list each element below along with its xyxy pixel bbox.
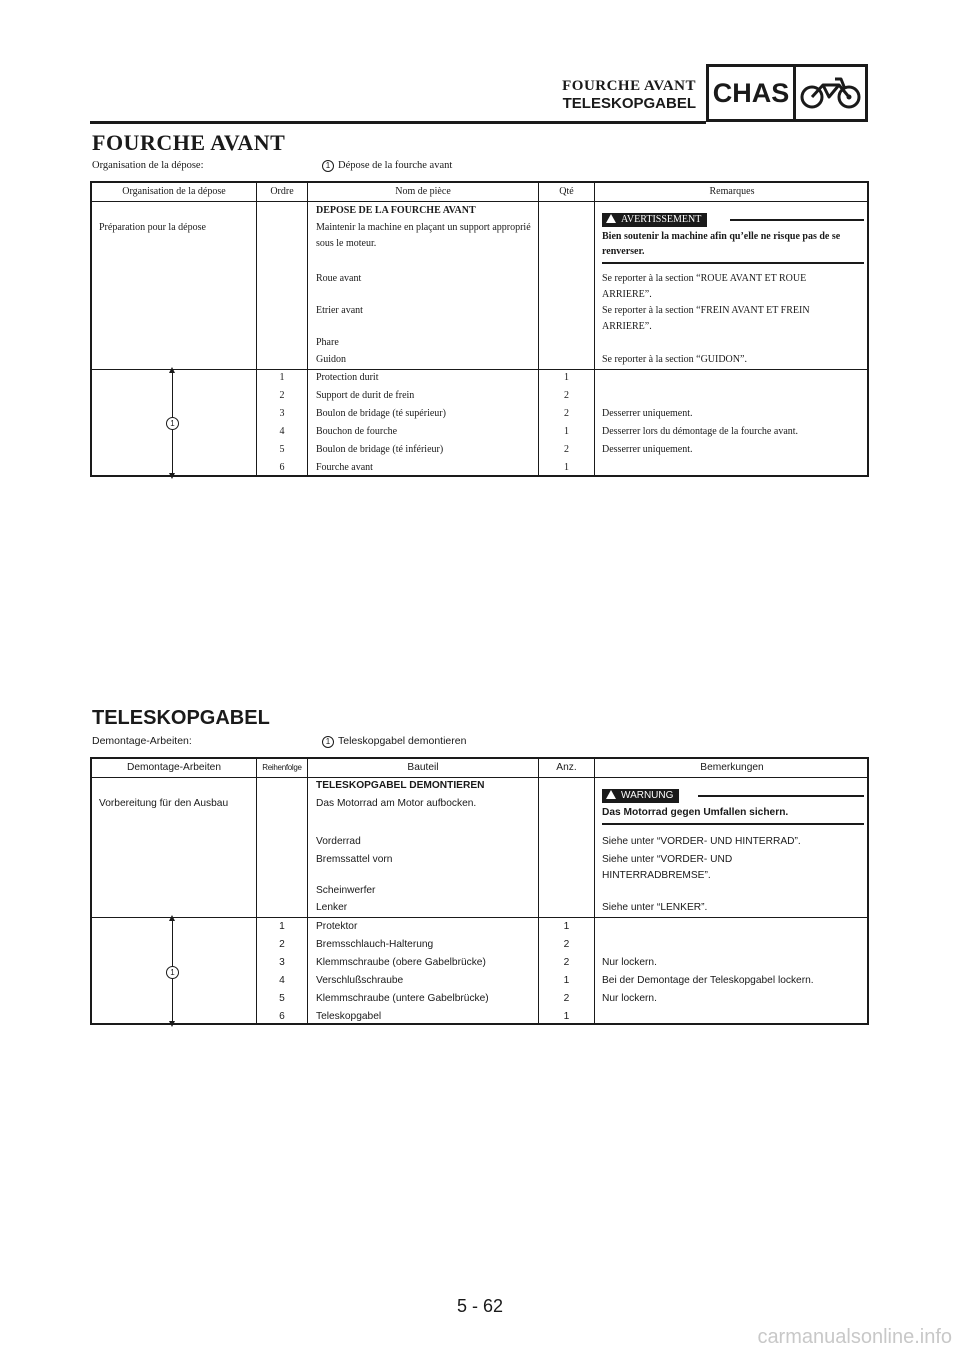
part-name: Verschlußschraube [316,975,404,986]
prep-label: Préparation pour la dépose [99,222,206,233]
parts-table-fr [90,181,869,477]
part-qty: 1 [563,1011,570,1022]
part-qty: 1 [564,426,569,437]
watermark: carmanualsonline.info [757,1326,952,1348]
part-order: 4 [279,975,285,986]
part-qty: 2 [564,390,569,401]
part-remark: Desserrer uniquement. [602,408,693,419]
org-value: 1 Teleskopgabel demontieren [322,735,466,748]
prep-remark: Siehe unter “LENKER”. [602,902,708,913]
part-order: 3 [279,957,285,968]
bracket-number: 1 [166,417,179,430]
item-number-badge: 1 [322,160,334,172]
chapter-label: CHAS [709,67,796,119]
part-qty: 2 [563,957,570,968]
prep-name: Etrier avant [316,305,363,316]
part-qty: 1 [564,372,569,383]
part-name: Teleskopgabel [316,1011,382,1022]
warning-badge: AVERTISSEMENT [602,213,707,227]
header-rule [90,121,706,124]
part-order: 2 [279,390,285,401]
col-header: Anz. [556,762,577,773]
prep-name: Das Motorrad am Motor aufbocken. [316,798,477,809]
part-qty: 1 [563,975,570,986]
part-order: 6 [279,1011,285,1022]
page-number: 5 - 62 [456,1296,504,1316]
part-order: 1 [279,372,285,383]
part-qty: 1 [563,921,570,932]
prep-name: Lenker [316,902,348,913]
prep-name: TELESKOPGABEL DEMONTIEREN [316,780,485,791]
part-qty: 2 [563,993,570,1004]
col-header: Nom de pièce [395,186,451,197]
order-bracket [172,372,173,474]
part-qty: 2 [563,939,570,950]
part-name: Protection durit [316,372,379,383]
col-header: Demontage-Arbeiten [126,762,221,773]
part-name: Protektor [316,921,358,932]
part-remark: Desserrer uniquement. [602,444,693,455]
part-name: Boulon de bridage (té supérieur) [316,408,446,419]
prep-remark: Se reporter à la section “ROUE AVANT ET ROUE ARRIERE”. [602,273,807,300]
prep-name: DEPOSE DE LA FOURCHE AVANT [316,205,476,216]
col-header: Bauteil [407,762,439,773]
part-remark: Nur lockern. [602,957,657,968]
col-header: Remarques [709,186,755,197]
col-header: Bemerkungen [700,762,764,773]
warning-box [602,213,864,264]
part-name: Bouchon de fourche [316,426,398,437]
prep-name: Scheinwerfer [316,885,376,896]
order-bracket [172,920,173,1022]
section-title-de: TELESKOPGABEL [92,707,270,729]
part-name: Fourche avant [316,462,373,473]
part-qty: 1 [564,462,569,473]
prep-remark: Siehe unter “VORDER- UND HINTERRAD”. [602,836,801,847]
warning-badge: WARNUNG [602,789,679,803]
col-header: Ordre [270,186,294,197]
warning-text: Das Motorrad gegen Umfallen sichern. [602,807,789,818]
part-name: Klemmschraube (obere Gabelbrücke) [316,957,486,968]
header-title-de: TELESKOPGABEL [562,95,696,112]
section-title-fr: FOURCHE AVANT [92,130,286,155]
item-number-badge: 1 [322,736,334,748]
part-name: Bremsschlauch-Halterung [316,939,434,950]
part-order: 5 [279,444,285,455]
prep-name: Phare [316,337,339,348]
warning-text: Bien soutenir la machine afin qu’elle ne risque pas de se renverser. [602,231,841,257]
part-order: 1 [279,921,285,932]
org-label: Demontage-Arbeiten: [92,735,192,747]
org-value: 1 Dépose de la fourche avant [322,160,452,172]
part-qty: 2 [564,408,569,419]
col-header: Organisation de la dépose [122,186,226,197]
prep-remark: Se reporter à la section “FREIN AVANT ET FREIN ARRIERE”. [602,305,810,332]
prep-name: Vorderrad [316,836,361,847]
bracket-number: 1 [166,966,179,979]
part-order: 6 [279,462,285,473]
part-order: 3 [279,408,285,419]
col-header: Qté [559,186,574,197]
part-remark: Bei der Demontage der Teleskopgabel lockern. [602,975,814,986]
motorcycle-icon [796,67,865,119]
prep-name: Guidon [316,354,346,365]
part-qty: 2 [564,444,569,455]
part-name: Boulon de bridage (té inférieur) [316,444,444,455]
warning-icon [606,790,616,799]
prep-name: Maintenir la machine en plaçant un support approprié sous le moteur. [316,222,531,249]
col-header: Reihenfolge [262,763,302,772]
part-order: 2 [279,939,285,950]
parts-table-de [90,757,869,1025]
prep-remark: Siehe unter “VORDER- UND HINTERRADBREMSE”. [602,854,733,881]
warning-box [602,789,864,825]
part-name: Support de durit de frein [316,390,415,401]
prep-name: Roue avant [316,273,362,284]
warning-icon [606,214,616,223]
part-remark: Nur lockern. [602,993,657,1004]
chapter-badge [706,64,868,122]
header-title-fr: FOURCHE AVANT [562,78,696,94]
prep-remark: Se reporter à la section “GUIDON”. [602,354,747,365]
org-label: Organisation de la dépose: [92,160,204,171]
part-order: 4 [279,426,285,437]
part-order: 5 [279,993,285,1004]
prep-name: Bremssattel vorn [316,854,393,865]
part-remark: Desserrer lors du démontage de la fourche avant. [602,426,799,437]
prep-label: Vorbereitung für den Ausbau [99,798,229,809]
part-name: Klemmschraube (untere Gabelbrücke) [316,993,489,1004]
